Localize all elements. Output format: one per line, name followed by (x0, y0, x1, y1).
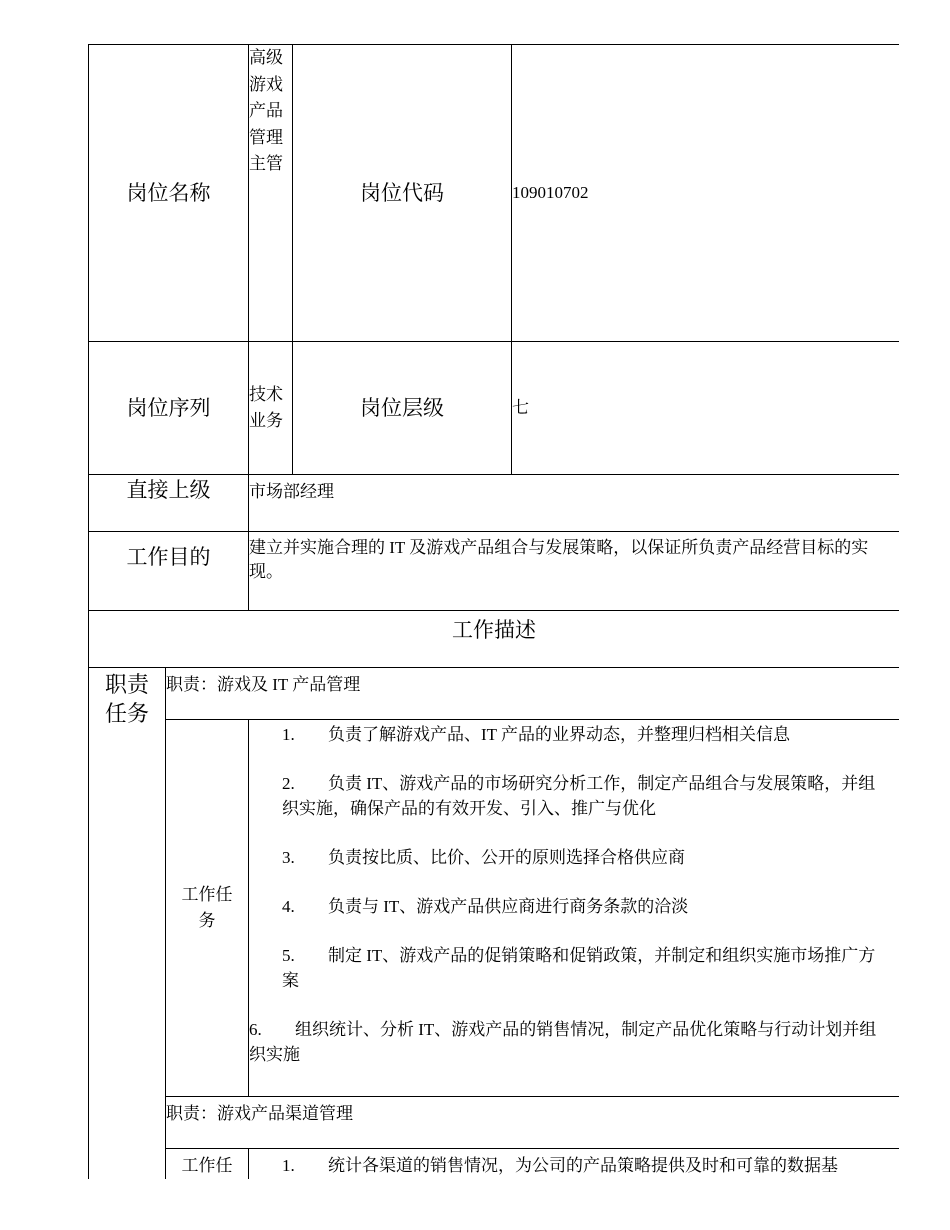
duty-1-task-label (166, 720, 249, 1097)
post-name-value: 高级游戏产品管理主管 (249, 45, 293, 342)
duty-2-title: 职责：游戏产品渠道管理 (166, 1097, 900, 1149)
row-duty-1 (89, 668, 900, 720)
purpose-value: 建立并实施合理的 IT 及游戏产品组合与发展策略，以保证所负责产品经营目标的实现。 (249, 532, 900, 611)
row-purpose (89, 532, 900, 611)
task-item: 1. 负责了解游戏产品、IT 产品的业界动态，并整理归档相关信息 (282, 725, 790, 744)
post-code-label: 岗位代码 (293, 45, 512, 342)
task-item: 3. 负责按比质、比价、公开的原则选择合格供应商 (282, 848, 685, 867)
duty-label-text: 职责任务 (105, 672, 150, 726)
purpose-label: 工作目的 (89, 532, 249, 611)
task-item: 4. 负责与 IT、游戏产品供应商进行商务条款的洽淡 (282, 897, 689, 916)
row-duty-2 (89, 1097, 900, 1149)
row-post-name (89, 45, 900, 342)
job-table (88, 44, 899, 1179)
work-description-title: 工作描述 (89, 611, 900, 668)
post-series-value: 技术业务 (249, 342, 293, 475)
post-name-label: 岗位名称 (89, 45, 249, 342)
superior-value: 市场部经理 (249, 475, 900, 532)
duty-label (89, 668, 166, 1180)
row-duty-2-tasks (89, 1149, 900, 1180)
post-series-label: 岗位序列 (89, 342, 249, 475)
row-superior (89, 475, 900, 532)
task-item: 1. 统计各渠道的销售情况，为公司的产品策略提供及时和可靠的数据基 (282, 1156, 838, 1175)
row-post-series (89, 342, 900, 475)
row-work-description-title (89, 611, 900, 668)
duty-1-title: 职责：游戏及 IT 产品管理 (166, 668, 900, 720)
row-duty-1-tasks (89, 720, 900, 1097)
duty-2-task-label: 工作任 (166, 1149, 249, 1180)
post-level-label: 岗位层级 (293, 342, 512, 475)
duty-1-task-label-text: 工作任务 (181, 885, 233, 930)
duty-1-task-list (249, 720, 900, 1097)
post-level-value: 七 (512, 342, 900, 475)
duty-2-task-list (249, 1149, 900, 1180)
superior-label: 直接上级 (89, 475, 249, 532)
job-description-form (88, 44, 899, 1179)
post-code-value: 109010702 (512, 45, 900, 342)
task-item: 5. 制定 IT、游戏产品的促销策略和促销政策，并制定和组织实施市场推广方案 (282, 946, 876, 990)
task-item: 2. 负责 IT、游戏产品的市场研究分析工作，制定产品组合与发展策略，并组织实施，确保产品的有效开发、引入、推广与优化 (282, 774, 876, 818)
task-item: 6. 组织统计、分析 IT、游戏产品的销售情况，制定产品优化策略与行动计划并组织实施 (249, 1020, 877, 1064)
